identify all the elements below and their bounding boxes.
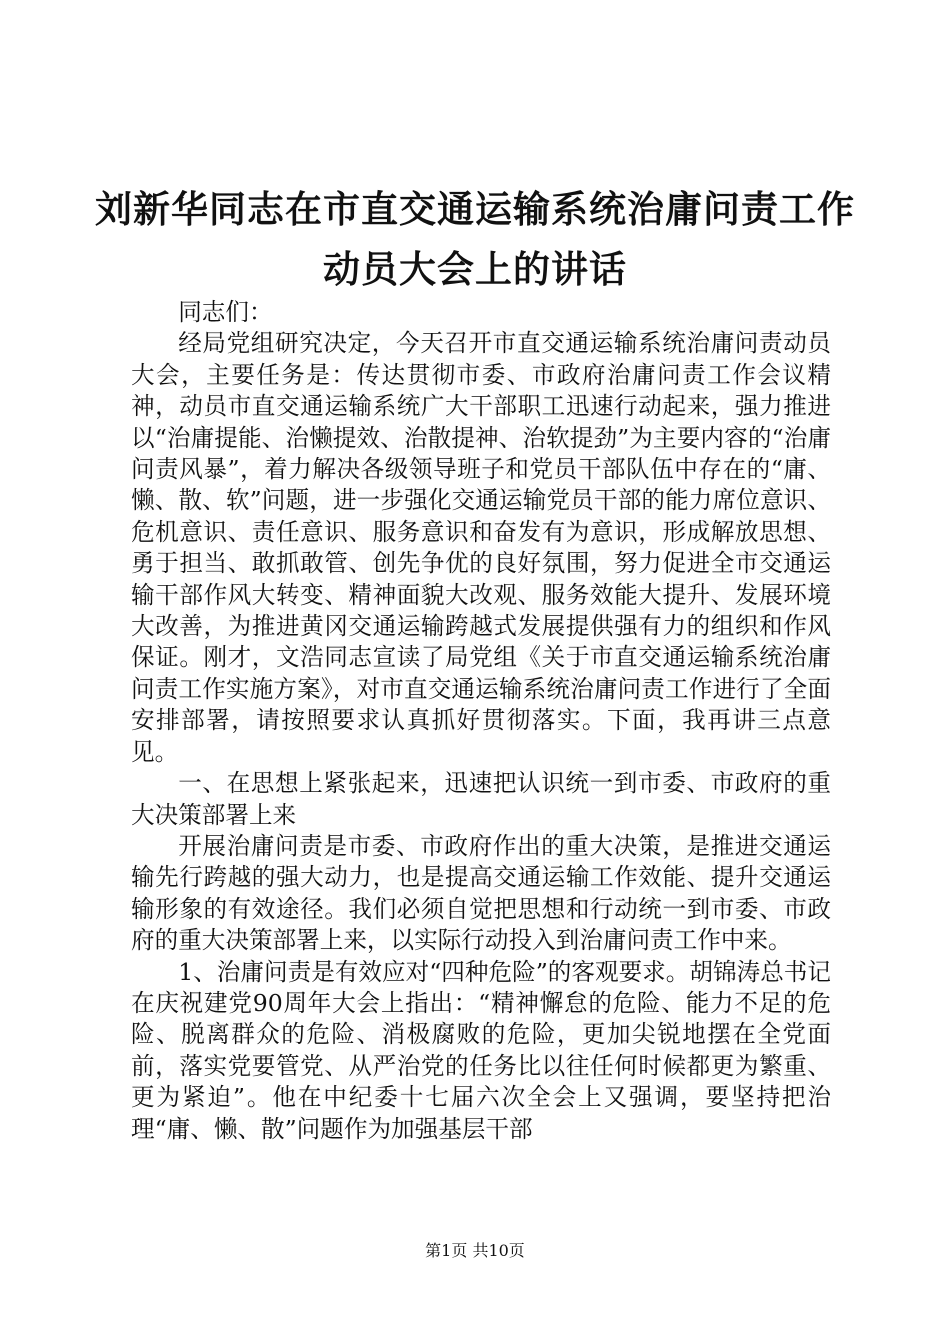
document-title-line-2: 动员大会上的讲话 [323,248,627,291]
salutation: 同志们： [178,298,273,326]
body-paragraph: 1、治庸问责是有效应对“四种危险”的客观要求。胡锦涛总书记在庆祝建党90周年大会上指出：“精神懈怠的危险、能力不足的危险、脱离群众的危险、消极腐败的危险，更加尖锐地摆在全党面前，落实党要管党、从严治党的任务比以往任何时候都更为繁重、更为紧迫”。他在中纪委十七届六次全会上又强调，要坚持把治理“庸、懒、散”问题作为加强基层干部 [131,957,831,1143]
body-paragraph: 经局党组研究决定，今天召开市直交通运输系统治庸问责动员大会，主要任务是：传达贯彻市委、市政府治庸问责工作会议精神，动员市直交通运输系统广大干部职工迅速行动起来，强力推进以“治庸提能、治懒提效、治散提神、治软提劲”为主要内容的“治庸问责风暴”，着力解决各级领导班子和党员干部队伍中存在的“庸、懒、散、软”问题，进一步强化交通运输党员干部的能力席位意识、危机意识、责任意识、服务意识和奋发有为意识，形成解放思想、勇于担当、敢抓敢管、创先争优的良好氛围，努力促进全市交通运输干部作风大转变、精神面貌大改观、服务效能大提升、发展环境大改善，为推进黄冈交通运输跨越式发展提供强有力的组织和作风保证。刚才，文浩同志宣读了局党组《关于市直交通运输系统治庸问责工作实施方案》，对市直交通运输系统治庸问责工作进行了全面安排部署，请按照要求认真抓好贯彻落实。下面，我再讲三点意见。 [131,329,831,766]
document-body [131,297,831,1145]
document-title-line-1: 刘新华同志在市直交通运输系统治庸问责工作 [95,188,855,231]
section-heading: 一、在思想上紧张起来，迅速把认识统一到市委、市政府的重大决策部署上来 [131,769,831,829]
page-footer: 第1页 共10页 [425,1241,525,1260]
body-paragraph: 开展治庸问责是市委、市政府作出的重大决策，是推进交通运输先行跨越的强大动力，也是提高交通运输工作效能、提升交通运输形象的有效途径。我们必须自觉把思想和行动统一到市委、市政府的重大决策部署上来，以实际行动投入到治庸问责工作中来。 [131,831,831,955]
